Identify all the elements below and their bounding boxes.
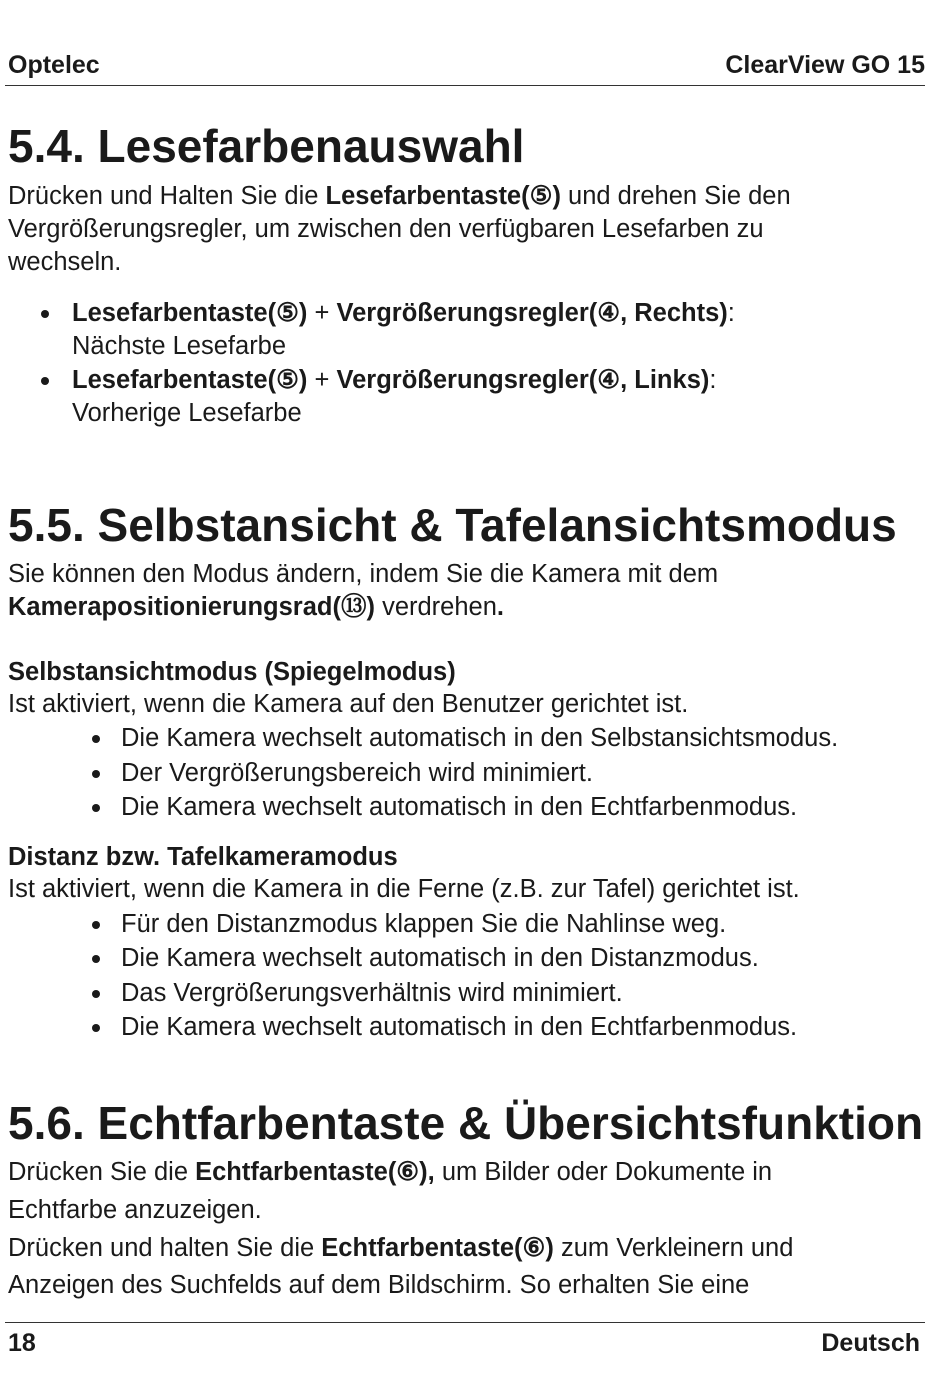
distance-mode-description: Ist aktiviert, wenn die Kamera in die Ferne (z.B. zur Tafel) gerichtet ist. bbox=[8, 875, 800, 903]
header-brand: Optelec bbox=[8, 51, 100, 79]
bullet-icon bbox=[92, 921, 100, 929]
section-5-4-title: 5.4. Lesefarbenauswahl bbox=[8, 120, 525, 172]
distance-mode-heading: Distanz bzw. Tafelkameramodus bbox=[8, 843, 398, 871]
self-view-mode-description: Ist aktiviert, wenn die Kamera auf den Benutzer gerichtet ist. bbox=[8, 690, 689, 718]
bullet-icon bbox=[41, 310, 49, 318]
bullet-icon bbox=[92, 990, 100, 998]
list-item: Die Kamera wechselt automatisch in den Distanzmodus. bbox=[121, 942, 759, 975]
footer-rule bbox=[5, 1322, 925, 1323]
section-5-4-intro-line-3: wechseln. bbox=[8, 248, 122, 276]
bullet-icon bbox=[92, 770, 100, 778]
section-5-4-intro-line-1: Drücken und Halten Sie die Lesefarbentaste(⑤) und drehen Sie den bbox=[8, 182, 791, 210]
list-item: Das Vergrößerungsverhältnis wird minimiert. bbox=[121, 977, 623, 1010]
section-5-6-title: 5.6. Echtfarbentaste & Übersichtsfunktion bbox=[8, 1097, 924, 1149]
list-item-continuation: Vorherige Lesefarbe bbox=[72, 399, 302, 427]
bullet-icon bbox=[92, 955, 100, 963]
bullet-icon bbox=[92, 1024, 100, 1032]
list-item: Die Kamera wechselt automatisch in den Echtfarbenmodus. bbox=[121, 1011, 797, 1044]
section-5-6-para-line-3: Drücken und halten Sie die Echtfarbentaste(⑥) zum Verkleinern und bbox=[8, 1234, 794, 1262]
bullet-icon bbox=[41, 377, 49, 385]
list-item: Für den Distanzmodus klappen Sie die Nahlinse weg. bbox=[121, 908, 726, 941]
header-product: ClearView GO 15 bbox=[725, 51, 925, 79]
section-5-5-intro-line-1: Sie können den Modus ändern, indem Sie die Kamera mit dem bbox=[8, 560, 719, 588]
section-5-6-para-line-4: Anzeigen des Suchfelds auf dem Bildschirm. So erhalten Sie eine bbox=[8, 1271, 750, 1299]
section-5-5-intro-line-2: Kamerapositionierungsrad(⑬) verdrehen. bbox=[8, 593, 504, 621]
footer-language: Deutsch bbox=[821, 1329, 920, 1357]
list-item: Die Kamera wechselt automatisch in den Selbstansichtsmodus. bbox=[121, 722, 838, 755]
page-number: 18 bbox=[8, 1329, 36, 1357]
section-5-4-intro-line-2: Vergrößerungsregler, um zwischen den verfügbaren Lesefarben zu bbox=[8, 215, 764, 243]
section-5-6-para-line-2: Echtfarbe anzuzeigen. bbox=[8, 1196, 262, 1224]
header-rule bbox=[5, 85, 925, 86]
self-view-mode-heading: Selbstansichtmodus (Spiegelmodus) bbox=[8, 658, 456, 686]
list-item: Lesefarbentaste(⑤) + Vergrößerungsregler(④, Links): bbox=[72, 364, 716, 397]
list-item: Der Vergrößerungsbereich wird minimiert. bbox=[121, 757, 593, 790]
section-5-5-title: 5.5. Selbstansicht & Tafelansichtsmodus bbox=[8, 499, 897, 551]
list-item: Die Kamera wechselt automatisch in den Echtfarbenmodus. bbox=[121, 791, 797, 824]
bullet-icon bbox=[92, 735, 100, 743]
list-item-continuation: Nächste Lesefarbe bbox=[72, 332, 287, 360]
list-item: Lesefarbentaste(⑤) + Vergrößerungsregler(④, Rechts): bbox=[72, 297, 735, 330]
bullet-icon bbox=[92, 804, 100, 812]
section-5-6-para-line-1: Drücken Sie die Echtfarbentaste(⑥), um Bilder oder Dokumente in bbox=[8, 1158, 773, 1186]
